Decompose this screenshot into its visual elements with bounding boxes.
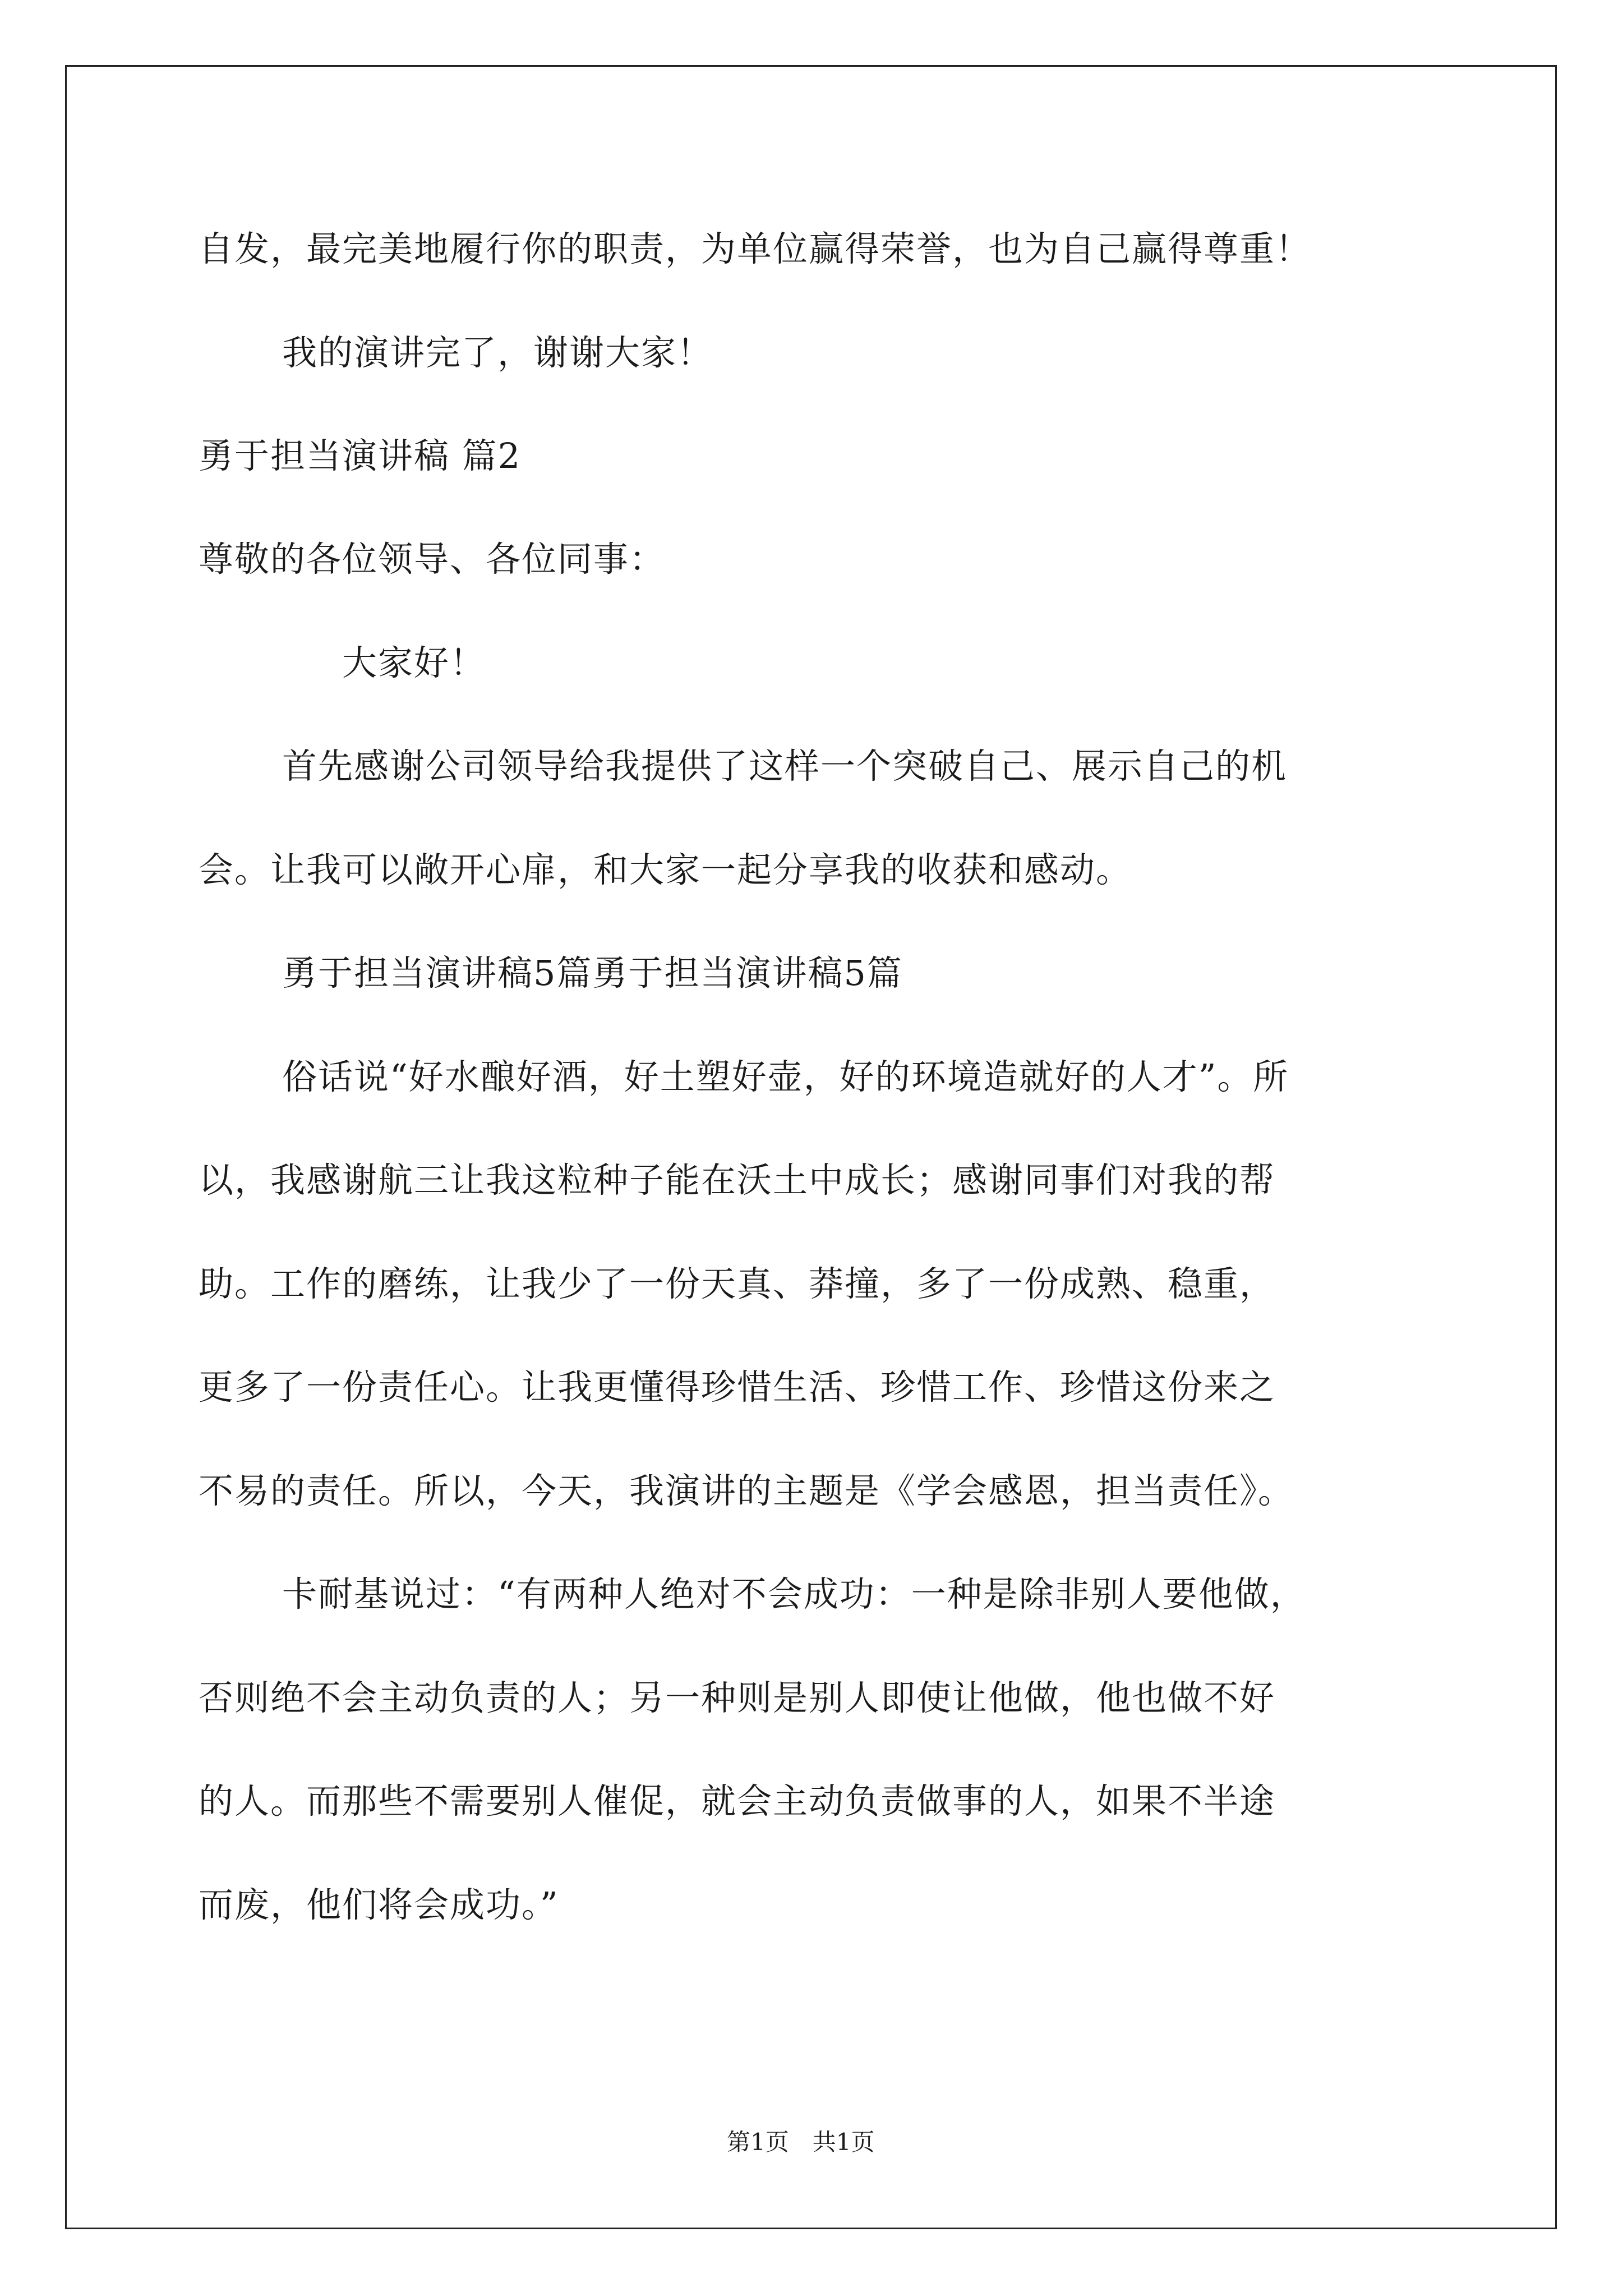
salutation: 尊敬的各位领导、各位同事： (199, 539, 666, 579)
paragraph-line: 勇于担当演讲稿5篇勇于担当演讲稿5篇 (282, 953, 903, 993)
paragraph-line: 首先感谢公司领导给我提供了这样一个突破自己、展示自己的机 (282, 746, 1288, 786)
section-heading: 勇于担当演讲稿 篇2 (199, 435, 522, 476)
paragraph-line: 我的演讲完了，谢谢大家！ (282, 332, 713, 373)
greeting: 大家好！ (342, 642, 486, 683)
paragraph-line: 俗话说“好水酿好酒，好土塑好壶，好的环境造就好的人才”。所 (282, 1056, 1289, 1097)
page-footer: 第1页 共1页 (727, 2128, 875, 2156)
paragraph-line: 会。让我可以敞开心扉，和大家一起分享我的收获和感动。 (199, 849, 1132, 890)
paragraph-line: 的人。而那些不需要别人催促，就会主动负责做事的人，如果不半途 (199, 1780, 1276, 1821)
paragraph-line: 以，我感谢航三让我这粒种子能在沃土中成长；感谢同事们对我的帮 (199, 1159, 1276, 1200)
paragraph-line: 卡耐基说过：“有两种人绝对不会成功：一种是除非别人要他做， (282, 1573, 1306, 1614)
paragraph-line: 更多了一份责任心。让我更懂得珍惜生活、珍惜工作、珍惜这份来之 (199, 1366, 1276, 1407)
paragraph-line: 而废，他们将会成功。” (199, 1884, 559, 1925)
paragraph-line: 否则绝不会主动负责的人；另一种则是别人即使让他做，他也做不好 (199, 1677, 1276, 1718)
paragraph-line: 助。工作的磨练，让我少了一份天真、莽撞，多了一份成熟、稳重， (199, 1263, 1276, 1304)
paragraph-line: 不易的责任。所以，今天，我演讲的主题是《学会感恩，担当责任》。 (199, 1470, 1294, 1511)
paragraph-line: 自发，最完美地履行你的职责，为单位赢得荣誉，也为自己赢得尊重！ (199, 228, 1312, 269)
